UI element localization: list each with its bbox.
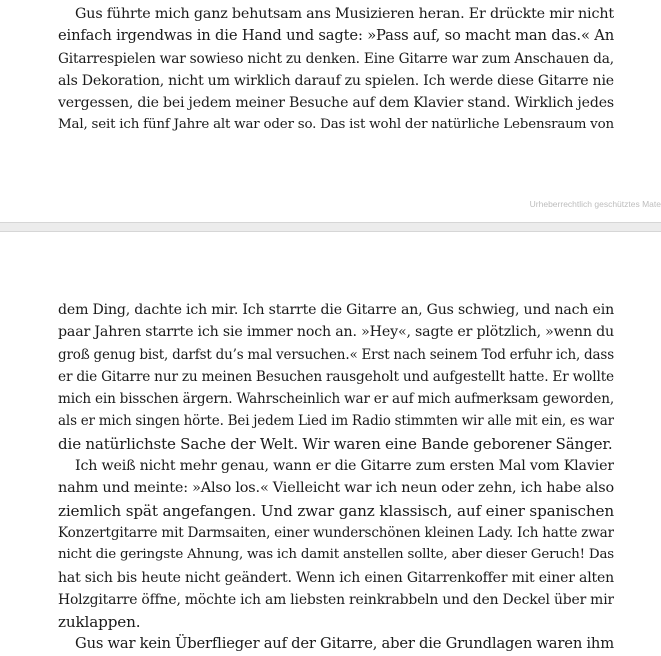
text-line: Gus führte mich ganz behutsam ans Musizieren heran. Er drückte mir nicht [75, 6, 614, 22]
text-line: er die Gitarre nur zu meinen Besuchen rausgeholt und aufgestellt hatte. Er wollte [58, 368, 614, 385]
text-line: dem Ding, dachte ich mir. Ich starrte die Gitarre an, Gus schwieg, und nach ein [58, 302, 614, 318]
page-separator [0, 222, 661, 232]
text-line: paar Jahren starrte ich sie immer noch an. »Hey«, sagte er plötzlich, »wenn du [58, 324, 614, 341]
text-line: vergessen, die bei jedem meiner Besuche auf dem Klavier stand. Wirklich jedes [58, 95, 614, 112]
text-line: einfach irgendwas in die Hand und sagte: »Pass auf, so macht man das.« An [58, 27, 614, 45]
text-line: Gitarrespielen war sowieso nicht zu denken. Eine Gitarre war zum Anschauen da, [58, 50, 614, 67]
page-text-block [58, 299, 614, 656]
book-page-top [0, 0, 661, 222]
page-text-block [58, 3, 614, 137]
book-page-bottom [0, 232, 661, 655]
text-line: als Dekoration, nicht um wirklich darauf zu spielen. Ich werde diese Gitarre nie [58, 72, 614, 89]
text-line: hat sich bis heute nicht geändert. Wenn ich einen Gitarrenkoffer mit einer alten [58, 569, 614, 586]
text-line: mich ein bisschen ärgern. Wahrscheinlich war er auf mich aufmerksam geworden, [58, 391, 614, 408]
text-line: nicht die geringste Ahnung, was ich damit anstellen sollte, aber dieser Geruch! Das [58, 547, 614, 563]
text-line: Holzgitarre öffne, möchte ich am liebsten reinkrabbeln und den Deckel über mir [58, 591, 614, 608]
text-line: groß genug bist, darfst du’s mal versuchen.« Erst nach seinem Tod erfuhr ich, dass [58, 346, 614, 363]
text-line: als er mich singen hörte. Bei jedem Lied im Radio stimmten wir alle mit ein, es war [58, 413, 614, 430]
text-line: Konzertgitarre mit Darmsaiten, einer wunderschönen kleinen Lady. Ich hatte zwar [58, 524, 614, 541]
text-line: ziemlich spät angefangen. Und zwar ganz klassisch, auf einer spanischen [58, 501, 614, 520]
text-line: zuklappen. [58, 613, 141, 632]
text-line: die natürlichste Sache der Welt. Wir waren eine Bande geborener Sänger. [58, 434, 613, 453]
copyright-watermark: Urheberrechtlich geschütztes Mate [529, 199, 661, 209]
text-line: Mal, seit ich fünf Jahre alt war oder so. Das ist wohl der natürliche Lebensraum von [58, 117, 614, 133]
text-line: nahm und meinte: »Also los.« Vielleicht war ich neun oder zehn, ich habe also [58, 480, 614, 497]
text-line: Ich weiß nicht mehr genau, wann er die Gitarre zum ersten Mal vom Klavier [75, 458, 614, 475]
text-line: Gus war kein Überflieger auf der Gitarre, aber die Grundlagen waren ihm [75, 635, 614, 653]
